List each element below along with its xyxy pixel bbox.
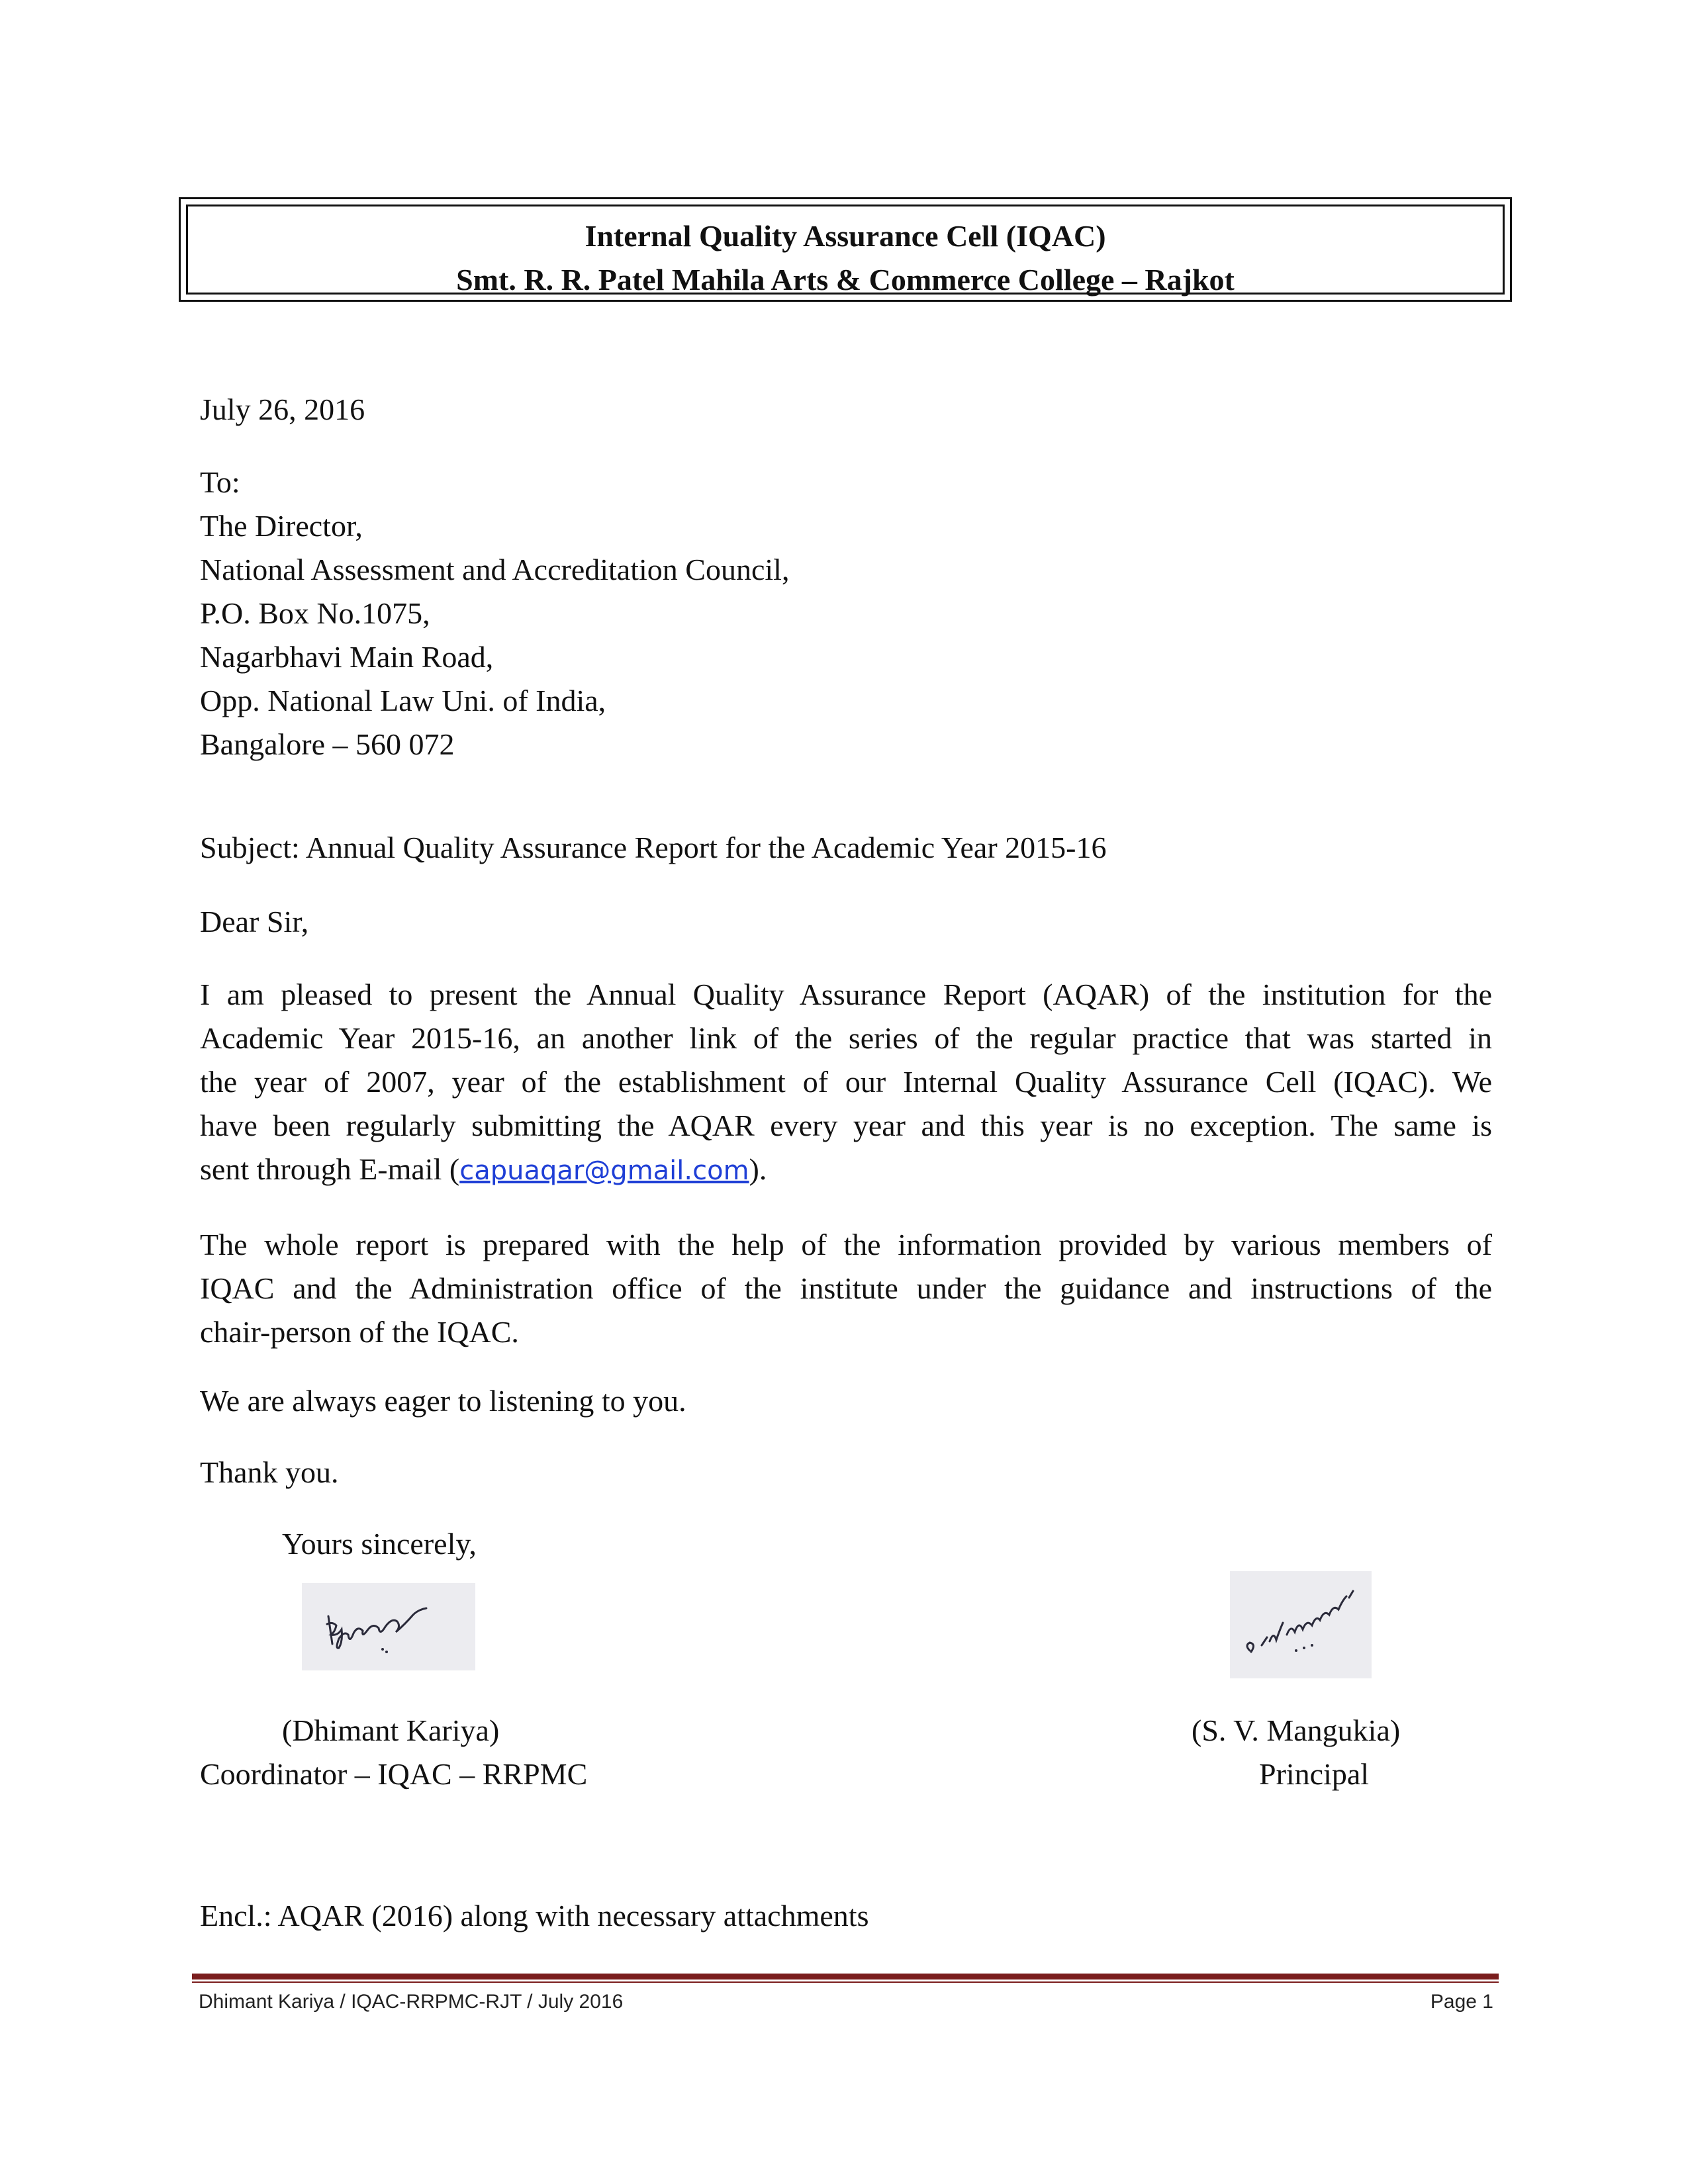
thanks-line: Thank you. bbox=[200, 1455, 339, 1489]
letter-date: July 26, 2016 bbox=[200, 392, 365, 426]
to-label: To: bbox=[200, 465, 240, 499]
letterhead-title: Internal Quality Assurance Cell (IQAC) bbox=[585, 219, 1106, 253]
signature-right-icon bbox=[1230, 1571, 1372, 1678]
paragraph-line: IQAC and the Administration office of the institute under the guidance and instructions of the bbox=[200, 1271, 1492, 1305]
paragraph-line: I am pleased to present the Annual Quality Assurance Report (AQAR) of the institution for the bbox=[200, 978, 1492, 1011]
signatory-right-title: Principal bbox=[1259, 1757, 1370, 1791]
signatory-left-title: Coordinator – IQAC – RRPMC bbox=[200, 1757, 588, 1791]
letterhead-box bbox=[179, 197, 1512, 302]
letterhead-inner-border bbox=[186, 205, 1505, 295]
paragraph-line: Academic Year 2015-16, an another link of the series of the regular practice that was started in bbox=[200, 1021, 1492, 1055]
salutation: Dear Sir, bbox=[200, 905, 309, 938]
email-suffix: ). bbox=[749, 1152, 767, 1186]
footer-rule bbox=[192, 1974, 1499, 1979]
recipient-line: Nagarbhavi Main Road, bbox=[200, 640, 494, 674]
subject-line: Subject: Annual Quality Assurance Report for the Academic Year 2015-16 bbox=[200, 831, 1107, 864]
recipient-line: Bangalore – 560 072 bbox=[200, 727, 455, 761]
signature-left-icon bbox=[302, 1583, 475, 1670]
recipient-line: The Director, bbox=[200, 509, 363, 543]
footer-reference: Dhimant Kariya / IQAC-RRPMC-RJT / July 2016 bbox=[199, 1991, 624, 2013]
recipient-line: P.O. Box No.1075, bbox=[200, 596, 430, 630]
paragraph-line: the year of 2007, year of the establishment of our Internal Quality Assurance Cell (IQAC). We bbox=[200, 1065, 1492, 1099]
paragraph-report bbox=[200, 1223, 1492, 1354]
signatory-right-name: (S. V. Mangukia) bbox=[1192, 1713, 1401, 1747]
paragraph-line: The whole report is prepared with the help of the information provided by various members of bbox=[200, 1228, 1492, 1261]
page-number: Page 1 bbox=[1430, 1991, 1493, 2013]
recipient-line: Opp. National Law Uni. of India, bbox=[200, 684, 606, 717]
paragraph-line bbox=[200, 1148, 1492, 1191]
paragraph-line: chair-person of the IQAC. bbox=[200, 1315, 519, 1349]
signatory-left-name: (Dhimant Kariya) bbox=[282, 1713, 500, 1747]
signature-image-right bbox=[1230, 1571, 1372, 1678]
paragraph-line: have been regularly submitting the AQAR every year and this year is no exception. The same is bbox=[200, 1109, 1492, 1142]
paragraph-intro bbox=[200, 973, 1492, 1191]
email-link[interactable]: capuaqar@gmail.com bbox=[459, 1156, 749, 1186]
signature-image-left bbox=[302, 1583, 475, 1670]
closing-line: Yours sincerely, bbox=[282, 1527, 477, 1561]
paragraph-closing: We are always eager to listening to you. bbox=[200, 1384, 686, 1418]
recipient-line: National Assessment and Accreditation Council, bbox=[200, 553, 790, 586]
email-prefix: sent through E-mail ( bbox=[200, 1152, 460, 1186]
letterhead-college: Smt. R. R. Patel Mahila Arts & Commerce College – Rajkot bbox=[456, 263, 1235, 296]
enclosure-line: Encl.: AQAR (2016) along with necessary attachments bbox=[200, 1899, 869, 1933]
footer-rule-thin bbox=[192, 1981, 1499, 1983]
